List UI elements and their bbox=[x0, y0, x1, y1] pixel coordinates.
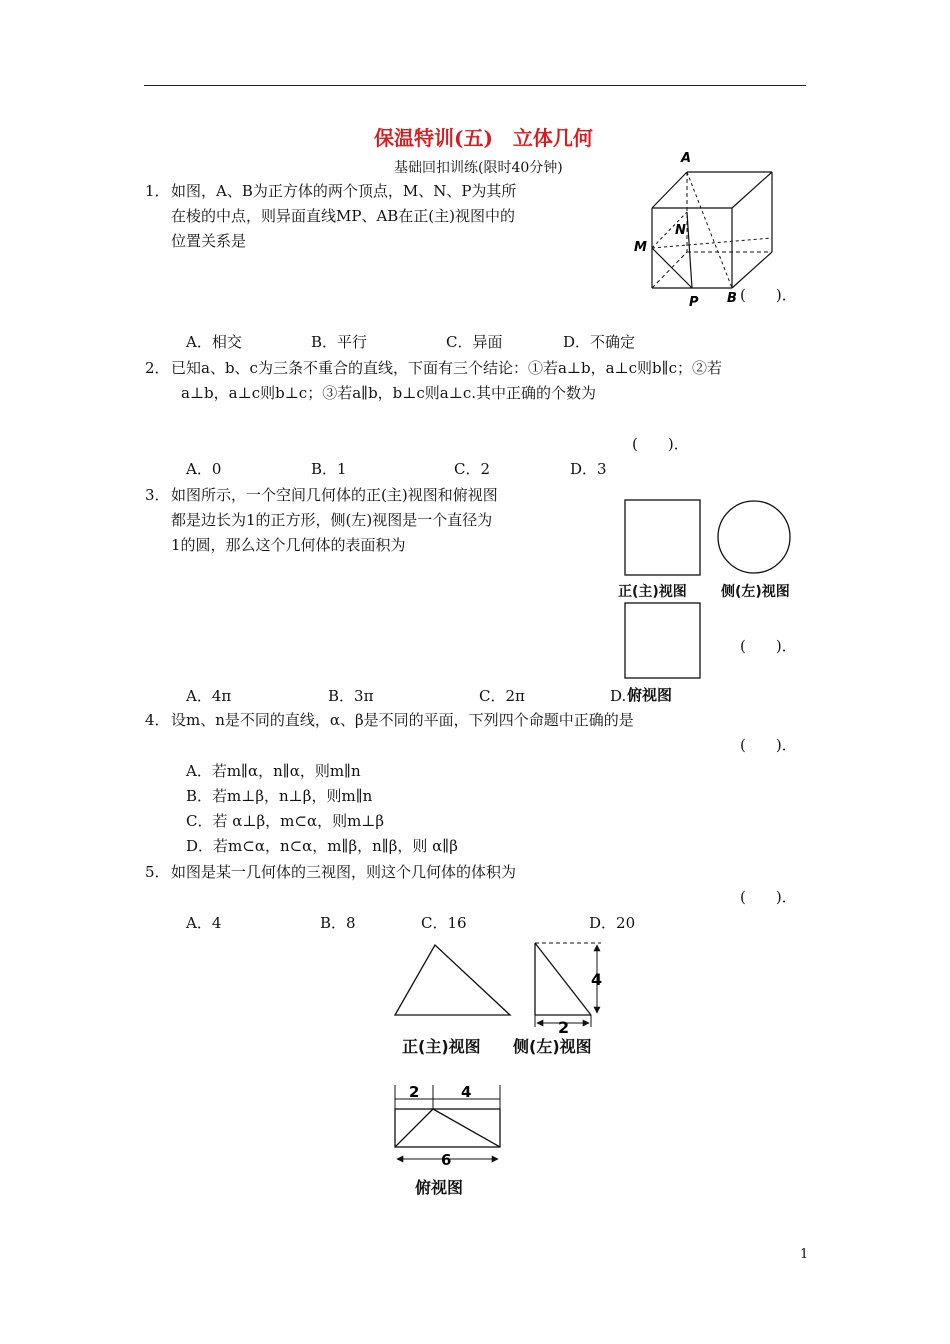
option-a: A．相交 bbox=[186, 333, 242, 351]
option-b: B．3π bbox=[328, 687, 374, 705]
answer-blank: ( )． bbox=[632, 435, 689, 453]
option-a: A．4 bbox=[186, 914, 222, 932]
option-d: D. bbox=[610, 687, 627, 705]
question-number: 5． bbox=[145, 863, 170, 881]
question-text: 位置关系是 bbox=[171, 232, 247, 250]
page-subtitle: 基础回扣训练(限时40分钟) bbox=[394, 160, 563, 176]
option-b: B．若m⊥β，n⊥β，则m∥n bbox=[186, 787, 373, 805]
option-a: A．0 bbox=[186, 460, 222, 478]
question-text: 在棱的中点，则异面直线MP、AB在正(主)视图中的 bbox=[171, 207, 516, 225]
front-view-label: 正(主)视图 bbox=[618, 584, 687, 600]
option-c: C．2π bbox=[479, 687, 525, 705]
question-number: 3． bbox=[145, 486, 170, 504]
question-text: a⊥b，a⊥c则b⊥c；③若a∥b，b⊥c则a⊥c.其中正确的个数为 bbox=[181, 384, 597, 402]
option-d: D．不确定 bbox=[563, 333, 636, 351]
side-view-label: 侧(左)视图 bbox=[721, 584, 790, 600]
option-c: C．若 α⊥β，m⊂α，则m⊥β bbox=[186, 812, 385, 830]
option-b: B．平行 bbox=[311, 333, 368, 351]
option-a: A．4π bbox=[186, 687, 232, 705]
page-title: 保温特训(五) 立体几何 bbox=[374, 126, 593, 150]
question-number: 4． bbox=[145, 711, 170, 729]
answer-blank: ( )． bbox=[740, 637, 797, 655]
question-text: 如图，A、B为正方体的两个顶点，M、N、P为其所 bbox=[171, 182, 517, 200]
answer-blank: ( )． bbox=[740, 888, 797, 906]
option-b: B．8 bbox=[320, 914, 356, 932]
question-text: 如图所示，一个空间几何体的正(主)视图和俯视图 bbox=[171, 486, 498, 504]
option-c: C．2 bbox=[454, 460, 491, 478]
dim-height: 4 bbox=[591, 970, 603, 989]
option-d: D．若m⊂α，n⊂α，m∥β，n∥β，则 α∥β bbox=[186, 837, 458, 855]
question-number: 1． bbox=[145, 182, 170, 200]
label-n: N bbox=[675, 223, 686, 238]
question-number: 2． bbox=[145, 359, 170, 377]
option-a: A．若m∥α，n∥α，则m∥n bbox=[186, 762, 361, 780]
option-c: C．异面 bbox=[446, 333, 503, 351]
question-text: 如图是某一几何体的三视图，则这个几何体的体积为 bbox=[171, 863, 517, 881]
dim-top-left: 2 bbox=[409, 1083, 420, 1101]
question-text: 1的圆，那么这个几何体的表面积为 bbox=[171, 536, 406, 554]
option-d: D．20 bbox=[589, 914, 636, 932]
top-view-label: 俯视图 bbox=[627, 686, 673, 704]
question-text: 都是边长为1的正方形，侧(左)视图是一个直径为 bbox=[171, 511, 493, 529]
question-text: 设m、n是不同的直线，α、β是不同的平面，下列四个命题中正确的是 bbox=[171, 711, 634, 729]
side-view-label: 侧(左)视图 bbox=[513, 1037, 592, 1056]
dim-top-right: 4 bbox=[461, 1083, 472, 1101]
top-view-label: 俯视图 bbox=[415, 1178, 464, 1197]
front-view-label: 正(主)视图 bbox=[402, 1037, 481, 1056]
answer-blank: ( )． bbox=[740, 736, 797, 754]
option-b: B．1 bbox=[311, 460, 347, 478]
option-c: C．16 bbox=[421, 914, 467, 932]
dim-total: 6 bbox=[441, 1151, 452, 1169]
option-d: D．3 bbox=[570, 460, 607, 478]
page-number: 1 bbox=[800, 1247, 809, 1262]
header-rule bbox=[144, 85, 806, 86]
label-p: P bbox=[689, 295, 699, 310]
label-b: B bbox=[727, 291, 737, 306]
label-a: A bbox=[681, 151, 692, 166]
dim-width: 2 bbox=[558, 1018, 570, 1037]
question-text: 已知a、b、c为三条不重合的直线，下面有三个结论：①若a⊥b，a⊥c则b∥c；②若 bbox=[171, 359, 722, 377]
label-m: M bbox=[634, 240, 647, 255]
answer-blank: ( )． bbox=[740, 286, 797, 304]
